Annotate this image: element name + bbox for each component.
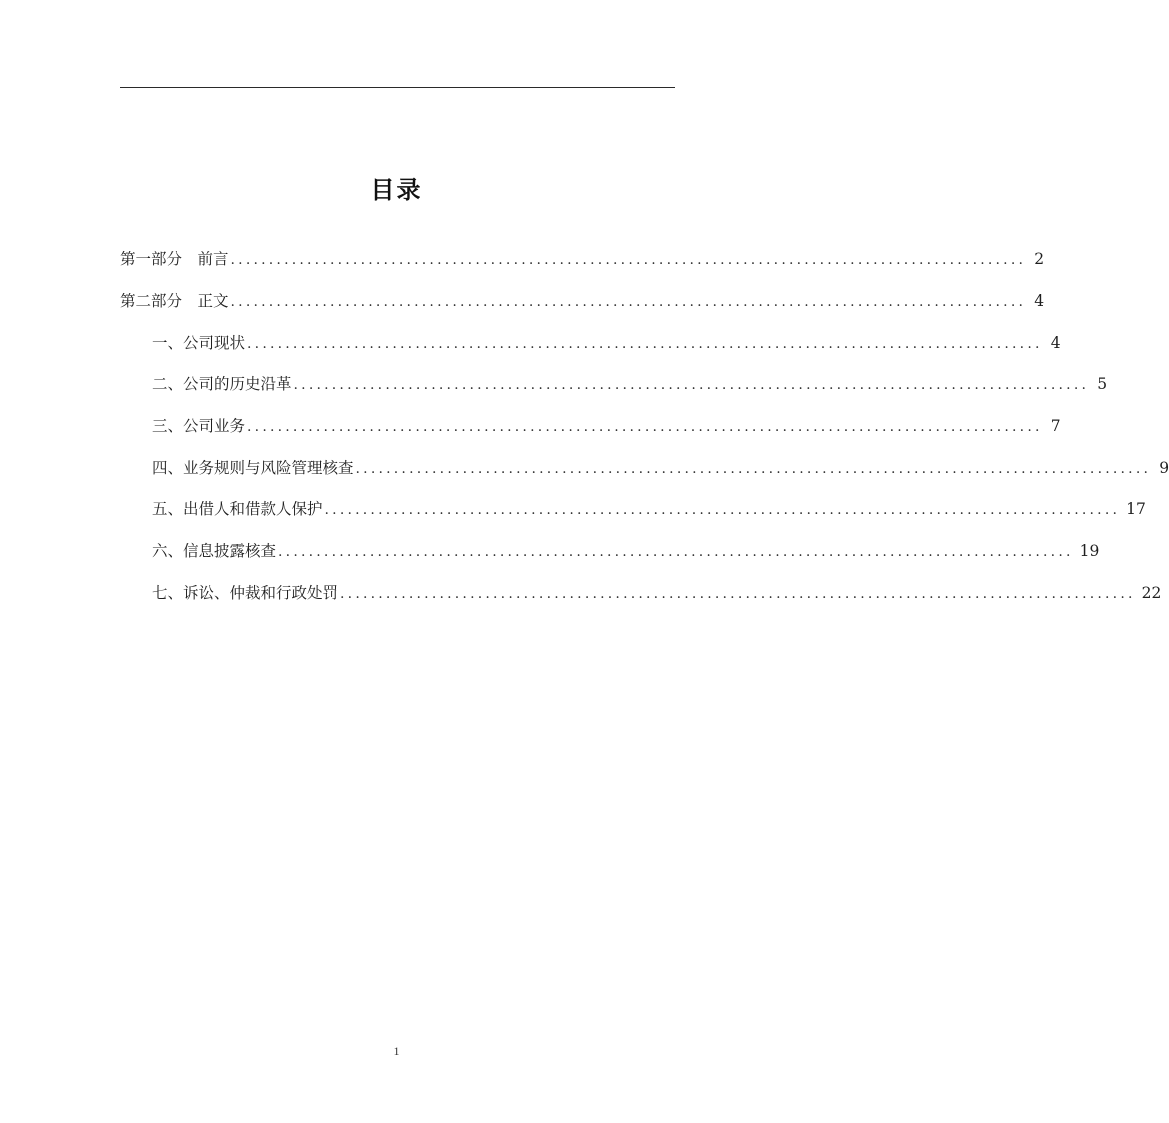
toc-leader-dots: ........................................................................................................ [230,252,1027,268]
toc-entry-label: 第一部分 前言 [120,250,229,268]
toc-leader-dots: ........................................................................................................ [278,544,1074,560]
toc-entry-label: 第二部分 正文 [120,292,229,310]
header-rule [120,87,675,88]
toc-leader-dots: ........................................................................................................ [230,294,1027,310]
toc-entry[interactable] [120,286,1045,316]
page-title: 目录 [370,176,423,204]
toc-leader-dots: ........................................................................................................ [340,586,1136,602]
page-number: 1 [393,1044,400,1058]
toc-entry[interactable] [152,411,1061,441]
toc-entry-page: 4 [1050,334,1061,352]
toc-entry-label: 二、公司的历史沿革 [152,375,292,393]
toc-leader-dots: ........................................................................................................ [355,461,1152,477]
toc-entry-label: 一、公司现状 [152,334,246,352]
toc-entry-page: 4 [1034,292,1045,310]
toc-entry[interactable] [152,494,1146,524]
toc-leader-dots: ........................................................................................................ [324,502,1121,518]
toc-entry-page: 5 [1097,375,1108,393]
toc-leader-dots: ........................................................................................................ [247,419,1043,435]
toc-entry-label: 三、公司业务 [152,417,246,435]
toc-entry[interactable] [120,244,1045,274]
toc-entry-page: 7 [1050,417,1061,435]
toc-entry-label: 五、出借人和借款人保护 [152,500,323,518]
toc-entry[interactable] [152,578,1162,608]
toc-entry-label: 六、信息披露核查 [152,542,277,560]
toc-entry-page: 17 [1126,500,1146,518]
toc-entry-page: 2 [1034,250,1045,268]
toc-entry-page: 19 [1079,542,1100,560]
toc-entry-label: 七、诉讼、仲裁和行政处罚 [152,584,339,602]
toc-entry-page: 22 [1141,584,1162,602]
toc-entry[interactable] [152,328,1061,358]
toc-entry[interactable] [152,453,1169,483]
toc-leader-dots: ........................................................................................................ [247,336,1043,352]
toc-leader-dots: ........................................................................................................ [293,377,1090,393]
toc-entry-page: 9 [1159,459,1169,477]
toc-entry[interactable] [152,536,1100,566]
toc-entry[interactable] [152,369,1108,399]
toc-entry-label: 四、业务规则与风险管理核查 [152,459,354,477]
